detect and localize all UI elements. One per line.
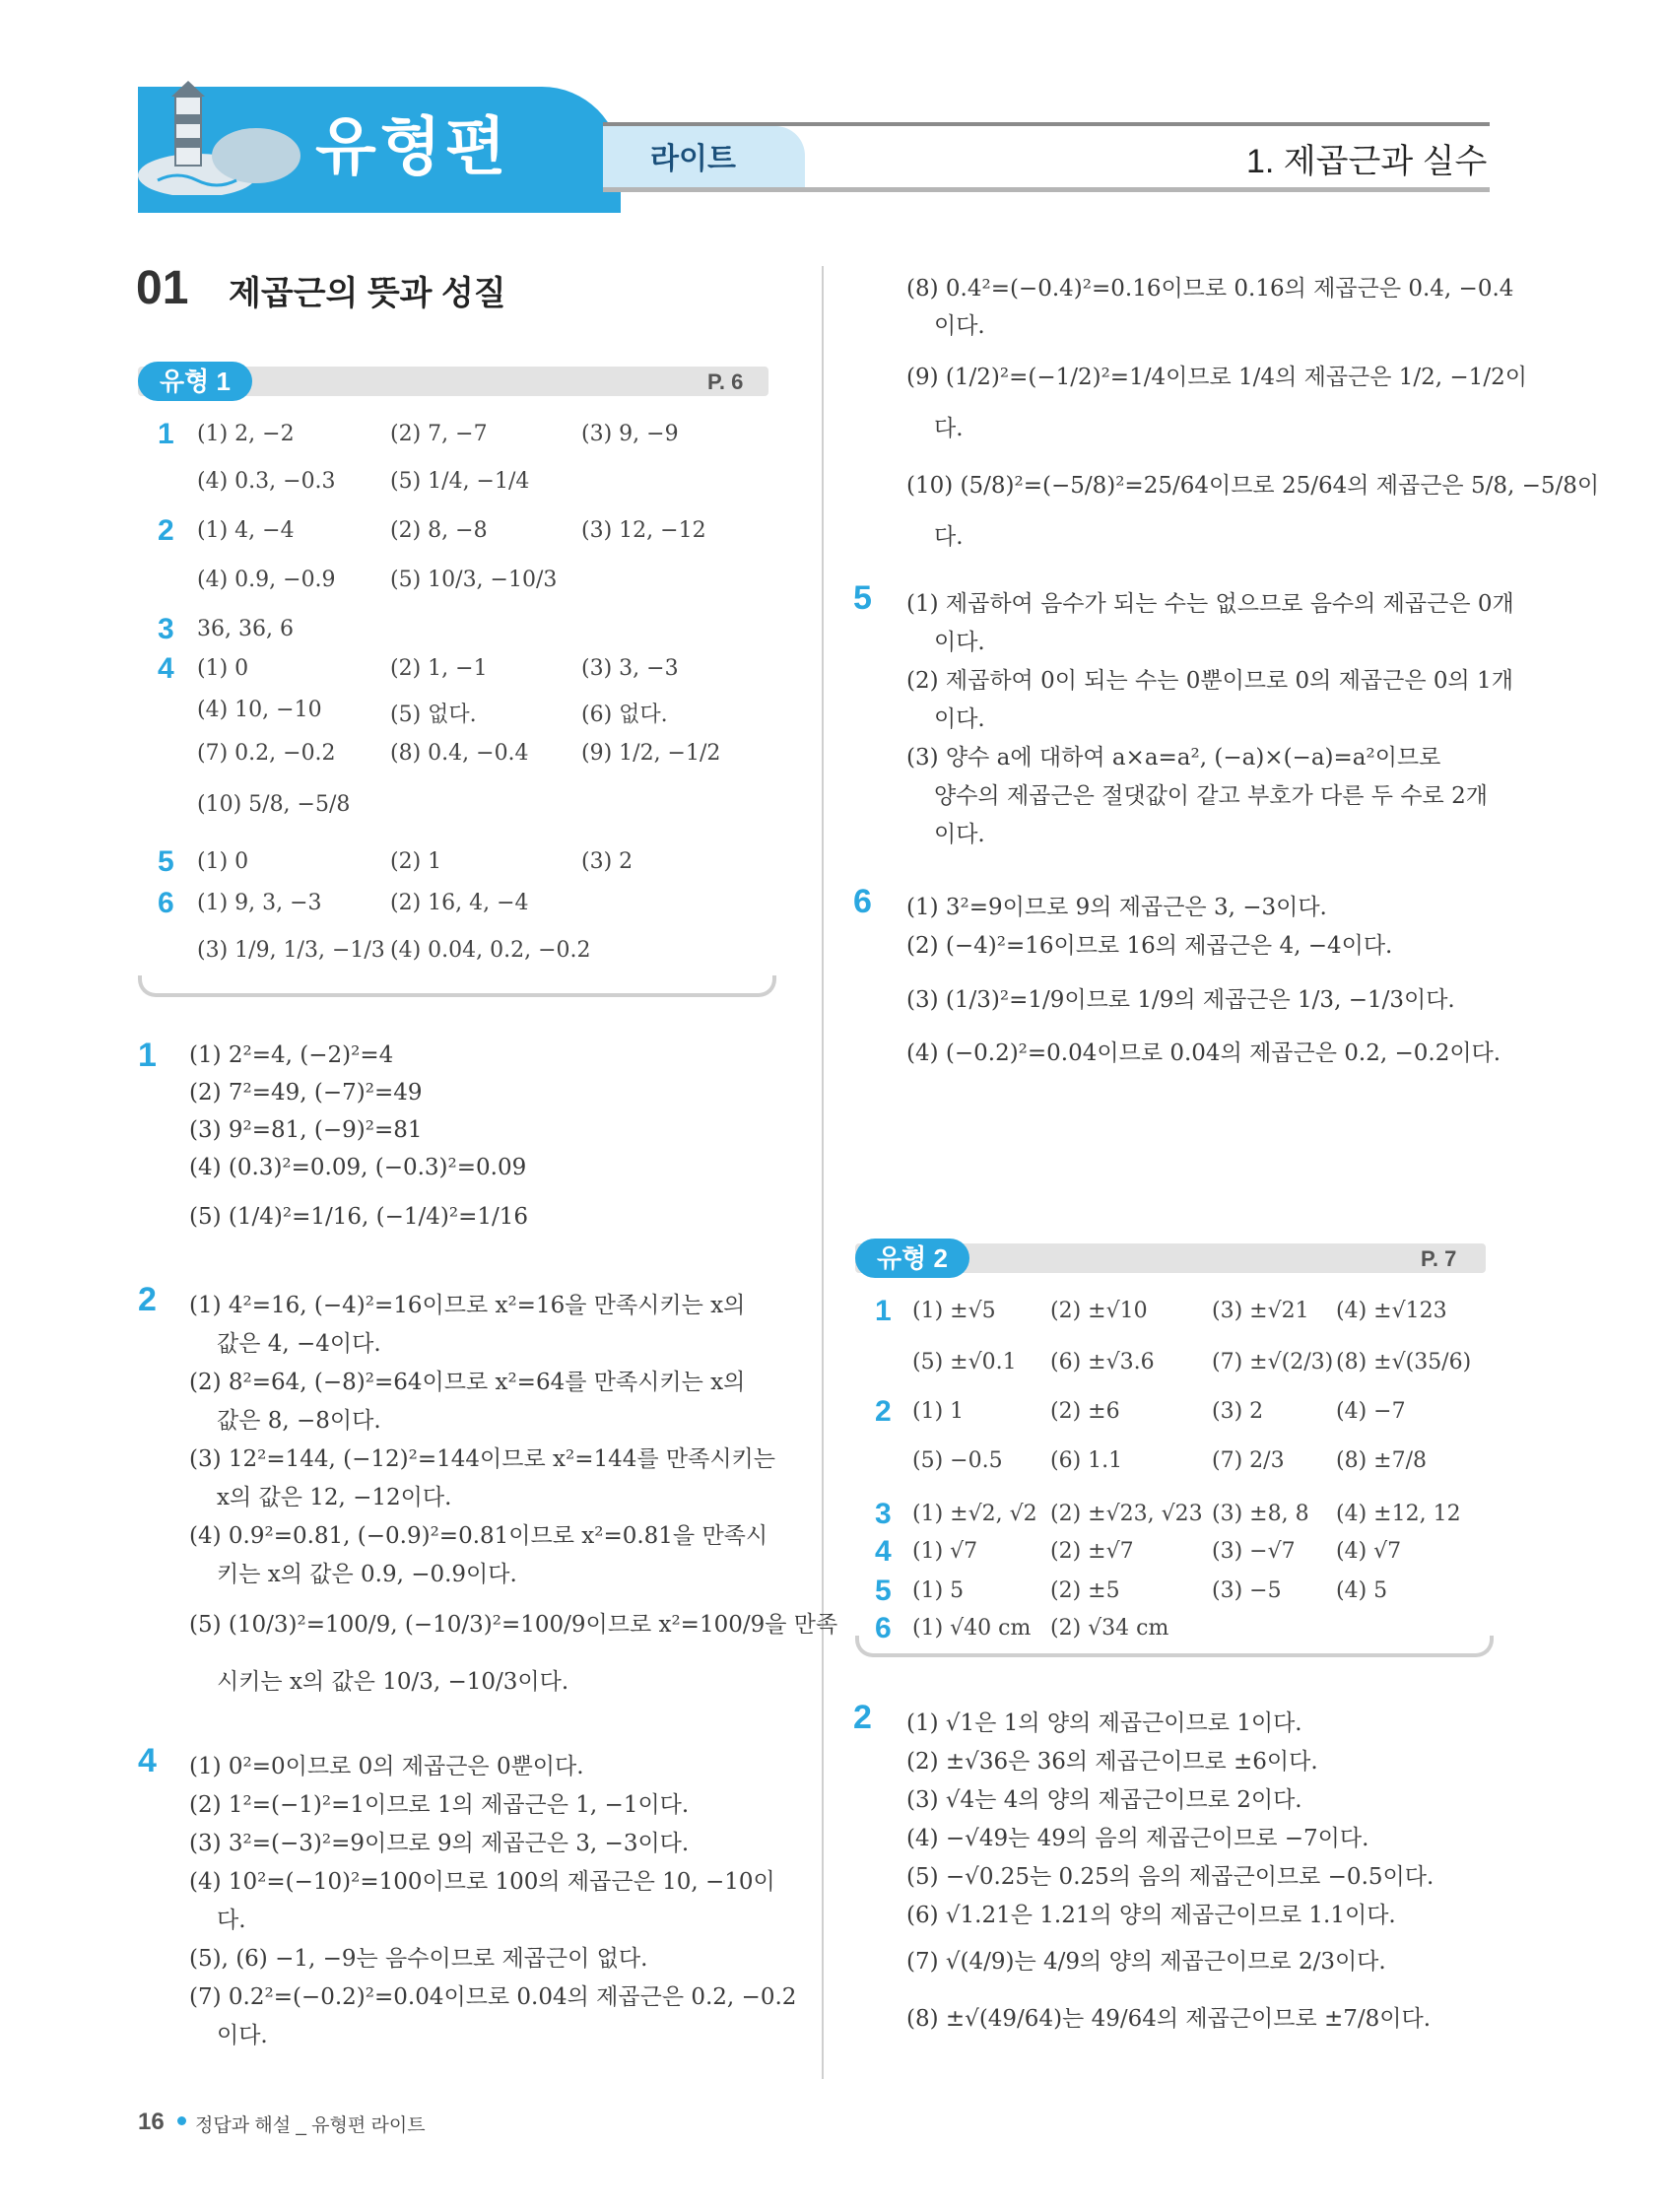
- answer-item: (4) 0.04, 0.2, −0.2: [390, 938, 591, 963]
- answer-item: (1) √7: [912, 1539, 978, 1564]
- answer-item: (3) 12, −12: [581, 518, 706, 543]
- answer-item: (5) 10/3, −10/3: [390, 568, 558, 592]
- header-rule-bottom: [603, 187, 1490, 192]
- solution-number: 2: [853, 1699, 872, 1736]
- solution-line: (4) (0.3)²=0.09, (−0.3)²=0.09: [189, 1155, 527, 1180]
- answer-item: (1) 1: [912, 1399, 965, 1424]
- answer-item: (4) 10, −10: [197, 698, 322, 722]
- solution-line: (1) 4²=16, (−4)²=16이므로 x²=16을 만족시키는 x의: [189, 1293, 746, 1318]
- solution-line: 양수의 제곱근은 절댓값이 같고 부호가 다른 두 수로 2개: [934, 783, 1488, 809]
- type1-box-bottom: [138, 975, 776, 997]
- solution-line: 값은 4, −4이다.: [217, 1331, 381, 1357]
- solution-number: 5: [853, 579, 872, 617]
- solution-line: (3) 양수 a에 대하여 a×a=a², (−a)×(−a)=a²이므로: [906, 745, 1441, 771]
- answer-item: (3) −5: [1212, 1578, 1282, 1603]
- solution-line: 다.: [934, 524, 964, 550]
- header-title: 유형편: [315, 111, 510, 182]
- answer-number: 5: [875, 1575, 892, 1607]
- answer-item: (2) 16, 4, −4: [390, 891, 529, 915]
- answer-item: (2) ±5: [1050, 1578, 1120, 1603]
- answer-number: 6: [158, 887, 174, 919]
- solution-line: (3) 9²=81, (−9)²=81: [189, 1117, 423, 1143]
- header-tab-label: 라이트: [650, 143, 736, 175]
- answer-item: (1) √40 cm: [912, 1616, 1032, 1641]
- solution-line: 이다.: [934, 313, 985, 339]
- answer-item: 36, 36, 6: [197, 617, 294, 641]
- answer-item: (6) ±√3.6: [1050, 1350, 1155, 1374]
- solution-number: 4: [138, 1742, 157, 1779]
- answer-item: (5) −0.5: [912, 1448, 1003, 1473]
- solution-number: 1: [138, 1037, 157, 1074]
- solution-line: (3) √4는 4의 양의 제곱근이므로 2이다.: [906, 1787, 1302, 1813]
- footer-bullet-icon: [177, 2116, 186, 2125]
- answer-item: (2) √34 cm: [1050, 1616, 1169, 1641]
- solution-line: (7) 0.2²=(−0.2)²=0.04이므로 0.04의 제곱근은 0.2, −0.2: [189, 1984, 797, 2010]
- lighthouse-logo-icon: [138, 77, 305, 195]
- answer-item: (7) 2/3: [1212, 1448, 1285, 1473]
- solution-line: x의 값은 12, −12이다.: [217, 1485, 452, 1510]
- answer-item: (8) ±7/8: [1336, 1448, 1427, 1473]
- answer-item: (9) 1/2, −1/2: [581, 741, 721, 766]
- answer-item: (6) 1.1: [1050, 1448, 1123, 1473]
- solution-line: (4) 10²=(−10)²=100이므로 100의 제곱근은 10, −10이: [189, 1869, 775, 1895]
- solution-line: (2) 제곱하여 0이 되는 수는 0뿐이므로 0의 제곱근은 0의 1개: [906, 668, 1513, 694]
- solution-line: 다.: [934, 416, 964, 441]
- chapter-title: 1. 제곱근과 실수: [1246, 143, 1488, 180]
- answer-item: (4) 0.3, −0.3: [197, 469, 336, 494]
- answer-item: (4) √7: [1336, 1539, 1402, 1564]
- solution-line: (2) ±√36은 36의 제곱근이므로 ±6이다.: [906, 1749, 1318, 1775]
- answer-item: (1) 2, −2: [197, 422, 295, 446]
- solution-line: (3) (1/3)²=1/9이므로 1/9의 제곱근은 1/3, −1/3이다.: [906, 987, 1455, 1013]
- solution-line: (2) 7²=49, (−7)²=49: [189, 1080, 423, 1106]
- solution-line: (2) 8²=64, (−8)²=64이므로 x²=64를 만족시키는 x의: [189, 1370, 746, 1395]
- solution-line: (4) 0.9²=0.81, (−0.9)²=0.81이므로 x²=0.81을 만족시: [189, 1523, 768, 1549]
- solution-line: (5) (10/3)²=100/9, (−10/3)²=100/9이므로 x²=100/9을 만족: [189, 1612, 838, 1638]
- answer-item: (2) ±√7: [1050, 1539, 1134, 1564]
- solution-line: 시키는 x의 값은 10/3, −10/3이다.: [217, 1669, 569, 1695]
- section-title: 제곱근의 뜻과 성질: [229, 275, 506, 312]
- answer-item: (2) 8, −8: [390, 518, 488, 543]
- answer-number: 6: [875, 1612, 892, 1644]
- answer-number: 4: [875, 1535, 892, 1568]
- answer-item: (1) 0: [197, 656, 249, 681]
- answer-number: 2: [158, 514, 174, 547]
- solution-line: 키는 x의 값은 0.9, −0.9이다.: [217, 1562, 517, 1587]
- type2-label: 유형 2: [855, 1239, 969, 1278]
- solution-line: (2) 1²=(−1)²=1이므로 1의 제곱근은 1, −1이다.: [189, 1792, 690, 1818]
- answer-item: (10) 5/8, −5/8: [197, 792, 351, 817]
- answer-item: (3) 1/9, 1/3, −1/3: [197, 938, 385, 963]
- answer-number: 4: [158, 652, 174, 685]
- solution-line: (5) (1/4)²=1/16, (−1/4)²=1/16: [189, 1204, 528, 1230]
- solution-line: (1) 제곱하여 음수가 되는 수는 없으므로 음수의 제곱근은 0개: [906, 591, 1514, 617]
- answer-number: 2: [875, 1395, 892, 1428]
- solution-line: (4) (−0.2)²=0.04이므로 0.04의 제곱근은 0.2, −0.2이다.: [906, 1040, 1501, 1066]
- page-number: 16: [138, 2109, 165, 2135]
- answer-item: (8) 0.4, −0.4: [390, 741, 529, 766]
- answer-item: (5) 1/4, −1/4: [390, 469, 530, 494]
- answer-number: 3: [875, 1498, 892, 1530]
- solution-line: 이다.: [934, 630, 985, 655]
- answer-item: (2) ±√10: [1050, 1299, 1148, 1323]
- solution-line: (4) −√49는 49의 음의 제곱근이므로 −7이다.: [906, 1826, 1369, 1851]
- type1-label: 유형 1: [138, 362, 252, 401]
- solution-line: 이다.: [217, 2023, 268, 2048]
- answer-item: (3) 2: [581, 849, 634, 874]
- solution-line: 값은 8, −8이다.: [217, 1408, 381, 1434]
- answer-item: (1) 4, −4: [197, 518, 295, 543]
- solution-line: (1) √1은 1의 양의 제곱근이므로 1이다.: [906, 1710, 1302, 1736]
- answer-item: (1) 5: [912, 1578, 965, 1603]
- solution-line: (3) 12²=144, (−12)²=144이므로 x²=144를 만족시키는: [189, 1446, 775, 1472]
- answer-number: 1: [158, 418, 174, 450]
- type1-page: P. 6: [707, 369, 744, 394]
- answer-number: 1: [875, 1295, 892, 1327]
- answer-item: (3) −√7: [1212, 1539, 1296, 1564]
- answer-number: 3: [158, 613, 174, 645]
- solution-line: (1) 0²=0이므로 0의 제곱근은 0뿐이다.: [189, 1754, 584, 1779]
- solution-line: (5) −√0.25는 0.25의 음의 제곱근이므로 −0.5이다.: [906, 1864, 1434, 1890]
- solution-line: (8) 0.4²=(−0.4)²=0.16이므로 0.16의 제곱근은 0.4, −0.4: [906, 276, 1514, 302]
- answer-item: (3) ±8, 8: [1212, 1502, 1309, 1526]
- solution-line: (8) ±√(49/64)는 49/64의 제곱근이므로 ±7/8이다.: [906, 2006, 1432, 2032]
- answer-item: (7) 0.2, −0.2: [197, 741, 336, 766]
- answer-item: (2) 1: [390, 849, 442, 874]
- answer-item: (2) ±6: [1050, 1399, 1120, 1424]
- solution-line: (1) 3²=9이므로 9의 제곱근은 3, −3이다.: [906, 895, 1327, 920]
- answer-item: (3) 3, −3: [581, 656, 679, 681]
- answer-item: (4) ±√123: [1336, 1299, 1447, 1323]
- solution-line: (2) (−4)²=16이므로 16의 제곱근은 4, −4이다.: [906, 933, 1393, 959]
- type2-page: P. 7: [1421, 1246, 1457, 1271]
- answer-item: (5) ±√0.1: [912, 1350, 1017, 1374]
- answer-item: (3) 2: [1212, 1399, 1264, 1424]
- column-divider: [822, 266, 824, 2079]
- answer-item: (6) 없다.: [581, 703, 668, 727]
- answer-item: (8) ±√(35/6): [1336, 1350, 1472, 1374]
- solution-line: (10) (5/8)²=(−5/8)²=25/64이므로 25/64의 제곱근은 5/8, −5/8이: [906, 473, 1600, 499]
- type2-box-bottom: [855, 1636, 1494, 1657]
- solution-line: (9) (1/2)²=(−1/2)²=1/4이므로 1/4의 제곱근은 1/2, −1/2이: [906, 365, 1527, 390]
- solution-line: 이다.: [934, 822, 985, 847]
- solution-line: (7) √(4/9)는 4/9의 양의 제곱근이므로 2/3이다.: [906, 1949, 1386, 1975]
- section-number: 01: [136, 262, 189, 314]
- answer-item: (1) 0: [197, 849, 249, 874]
- answer-number: 5: [158, 845, 174, 878]
- answer-item: (3) ±√21: [1212, 1299, 1309, 1323]
- answer-item: (1) ±√5: [912, 1299, 996, 1323]
- footer-text: 정답과 해설 _ 유형편 라이트: [195, 2115, 426, 2136]
- solution-number: 6: [853, 883, 872, 920]
- answer-item: (1) ±√2, √2: [912, 1502, 1037, 1526]
- answer-item: (2) 1, −1: [390, 656, 488, 681]
- solution-line: (5), (6) −1, −9는 음수이므로 제곱근이 없다.: [189, 1946, 648, 1972]
- answer-item: (2) ±√23, √23: [1050, 1502, 1203, 1526]
- solution-line: (3) 3²=(−3)²=9이므로 9의 제곱근은 3, −3이다.: [189, 1831, 690, 1856]
- answer-item: (3) 9, −9: [581, 422, 679, 446]
- answer-item: (1) 9, 3, −3: [197, 891, 322, 915]
- answer-item: (7) ±√(2/3): [1212, 1350, 1334, 1374]
- solution-line: (6) √1.21은 1.21의 양의 제곱근이므로 1.1이다.: [906, 1903, 1396, 1928]
- answer-item: (4) ±12, 12: [1336, 1502, 1461, 1526]
- solution-line: 이다.: [934, 706, 985, 732]
- answer-item: (4) 5: [1336, 1578, 1388, 1603]
- answer-item: (4) 0.9, −0.9: [197, 568, 336, 592]
- answer-item: (4) −7: [1336, 1399, 1406, 1424]
- answer-item: (2) 7, −7: [390, 422, 488, 446]
- solution-number: 2: [138, 1281, 157, 1318]
- answer-item: (5) 없다.: [390, 703, 477, 727]
- solution-line: 다.: [217, 1908, 246, 1933]
- solution-line: (1) 2²=4, (−2)²=4: [189, 1042, 394, 1068]
